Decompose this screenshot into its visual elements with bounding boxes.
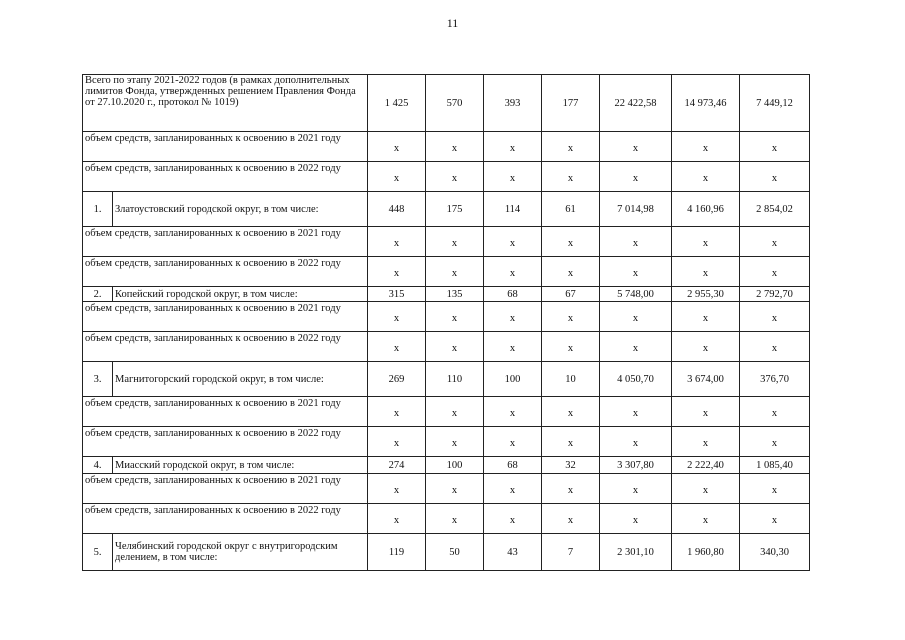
municipality-value: 2 792,70 [740,287,810,302]
funding-table [82,74,810,571]
placeholder-cell: x [600,302,672,332]
municipality-row [83,534,810,571]
municipality-value: 3 674,00 [672,362,740,397]
placeholder-cell: x [672,162,740,192]
municipality-value: 7 014,98 [600,192,672,227]
municipality-row [83,287,810,302]
total-label: Всего по этапу 2021-2022 годов (в рамках дополнительных лимитов Фонда, утвержденных решением Правления Фонда от 27.10.2020 г., протокол № 1019) [83,75,368,132]
placeholder-cell: x [484,427,542,457]
placeholder-cell: x [542,504,600,534]
municipality-value: 4 160,96 [672,192,740,227]
table-row-2021 [83,227,810,257]
placeholder-cell: x [600,427,672,457]
placeholder-cell: x [740,332,810,362]
placeholder-cell: x [672,474,740,504]
municipality-value: 5 748,00 [600,287,672,302]
placeholder-cell: x [542,132,600,162]
municipality-value: 1 960,80 [672,534,740,571]
placeholder-cell: x [672,332,740,362]
placeholder-cell: x [600,332,672,362]
placeholder-cell: x [672,427,740,457]
municipality-value: 68 [484,287,542,302]
municipality-value: 376,70 [740,362,810,397]
total-value: 177 [542,75,600,132]
municipality-value: 32 [542,457,600,474]
placeholder-cell: x [426,332,484,362]
placeholder-cell: x [426,397,484,427]
placeholder-cell: x [368,397,426,427]
placeholder-cell: x [484,227,542,257]
sub-label-2021: объем средств, запланированных к освоению в 2021 году [83,302,368,332]
municipality-value: 135 [426,287,484,302]
sub-label-2021: объем средств, запланированных к освоению в 2021 году [83,397,368,427]
municipality-value: 4 050,70 [600,362,672,397]
municipality-name: Копейский городской округ, в том числе: [113,287,368,302]
placeholder-cell: x [426,504,484,534]
municipality-value: 119 [368,534,426,571]
row-index: 1. [83,192,113,227]
municipality-value: 175 [426,192,484,227]
placeholder-cell: x [368,302,426,332]
placeholder-cell: x [740,227,810,257]
total-value: 22 422,58 [600,75,672,132]
row-index: 4. [83,457,113,474]
placeholder-cell: x [600,474,672,504]
placeholder-cell: x [426,427,484,457]
municipality-row [83,192,810,227]
municipality-value: 50 [426,534,484,571]
row-index: 3. [83,362,113,397]
sub-label-2022: объем средств, запланированных к освоению в 2022 году [83,504,368,534]
table-row-2021 [83,474,810,504]
sub-label-2022: объем средств, запланированных к освоению в 2022 году [83,332,368,362]
placeholder-cell: x [426,474,484,504]
page-number: 11 [446,16,459,30]
placeholder-cell: x [368,162,426,192]
table-row-2021 [83,132,810,162]
municipality-value: 61 [542,192,600,227]
municipality-name: Челябинский городской округ с внутригородским делением, в том числе: [113,534,368,571]
placeholder-cell: x [542,332,600,362]
placeholder-cell: x [484,132,542,162]
placeholder-cell: x [740,162,810,192]
municipality-value: 2 301,10 [600,534,672,571]
table-row-2021 [83,397,810,427]
municipality-value: 274 [368,457,426,474]
municipality-value: 7 [542,534,600,571]
placeholder-cell: x [484,397,542,427]
municipality-value: 1 085,40 [740,457,810,474]
table-row-2022 [83,332,810,362]
placeholder-cell: x [672,302,740,332]
municipality-value: 2 854,02 [740,192,810,227]
total-value: 570 [426,75,484,132]
placeholder-cell: x [484,504,542,534]
municipality-value: 110 [426,362,484,397]
sub-label-2021: объем средств, запланированных к освоению в 2021 году [83,227,368,257]
placeholder-cell: x [740,427,810,457]
table-row-2022 [83,162,810,192]
placeholder-cell: x [600,227,672,257]
placeholder-cell: x [368,132,426,162]
municipality-name: Миасский городской округ, в том числе: [113,457,368,474]
municipality-value: 68 [484,457,542,474]
placeholder-cell: x [542,257,600,287]
sub-label-2022: объем средств, запланированных к освоению в 2022 году [83,162,368,192]
placeholder-cell: x [672,257,740,287]
municipality-value: 100 [484,362,542,397]
placeholder-cell: x [542,162,600,192]
table-row-2022 [83,257,810,287]
row-index: 2. [83,287,113,302]
placeholder-cell: x [484,302,542,332]
total-value: 1 425 [368,75,426,132]
municipality-row [83,362,810,397]
placeholder-cell: x [672,504,740,534]
municipality-value: 2 222,40 [672,457,740,474]
placeholder-cell: x [484,162,542,192]
municipality-value: 43 [484,534,542,571]
placeholder-cell: x [426,132,484,162]
placeholder-cell: x [484,474,542,504]
municipality-value: 3 307,80 [600,457,672,474]
municipality-value: 114 [484,192,542,227]
placeholder-cell: x [672,397,740,427]
placeholder-cell: x [542,474,600,504]
placeholder-cell: x [740,474,810,504]
placeholder-cell: x [740,257,810,287]
municipality-value: 10 [542,362,600,397]
placeholder-cell: x [600,257,672,287]
sub-label-2021: объем средств, запланированных к освоению в 2021 году [83,474,368,504]
total-value: 393 [484,75,542,132]
placeholder-cell: x [368,474,426,504]
placeholder-cell: x [600,132,672,162]
placeholder-cell: x [740,132,810,162]
total-value: 7 449,12 [740,75,810,132]
placeholder-cell: x [542,302,600,332]
placeholder-cell: x [426,227,484,257]
placeholder-cell: x [484,332,542,362]
sub-label-2022: объем средств, запланированных к освоению в 2022 году [83,427,368,457]
table-body [83,75,810,571]
municipality-value: 269 [368,362,426,397]
placeholder-cell: x [600,504,672,534]
row-index: 5. [83,534,113,571]
placeholder-cell: x [368,427,426,457]
total-value: 14 973,46 [672,75,740,132]
placeholder-cell: x [672,132,740,162]
municipality-value: 67 [542,287,600,302]
placeholder-cell: x [368,227,426,257]
sub-label-2021: объем средств, запланированных к освоению в 2021 году [83,132,368,162]
table-row-2022 [83,427,810,457]
municipality-name: Магнитогорский городской округ, в том числе: [113,362,368,397]
placeholder-cell: x [600,397,672,427]
placeholder-cell: x [740,397,810,427]
municipality-value: 100 [426,457,484,474]
municipality-value: 340,30 [740,534,810,571]
placeholder-cell: x [426,257,484,287]
municipality-value: 448 [368,192,426,227]
municipality-row [83,457,810,474]
municipality-value: 2 955,30 [672,287,740,302]
placeholder-cell: x [672,227,740,257]
placeholder-cell: x [542,427,600,457]
placeholder-cell: x [426,302,484,332]
placeholder-cell: x [542,227,600,257]
placeholder-cell: x [600,162,672,192]
table-row-2022 [83,504,810,534]
placeholder-cell: x [740,504,810,534]
sub-label-2022: объем средств, запланированных к освоению в 2022 году [83,257,368,287]
table-row-2021 [83,302,810,332]
placeholder-cell: x [368,504,426,534]
placeholder-cell: x [542,397,600,427]
placeholder-cell: x [368,257,426,287]
total-row [83,75,810,132]
placeholder-cell: x [426,162,484,192]
placeholder-cell: x [740,302,810,332]
municipality-name: Златоустовский городской округ, в том числе: [113,192,368,227]
placeholder-cell: x [368,332,426,362]
municipality-value: 315 [368,287,426,302]
placeholder-cell: x [484,257,542,287]
